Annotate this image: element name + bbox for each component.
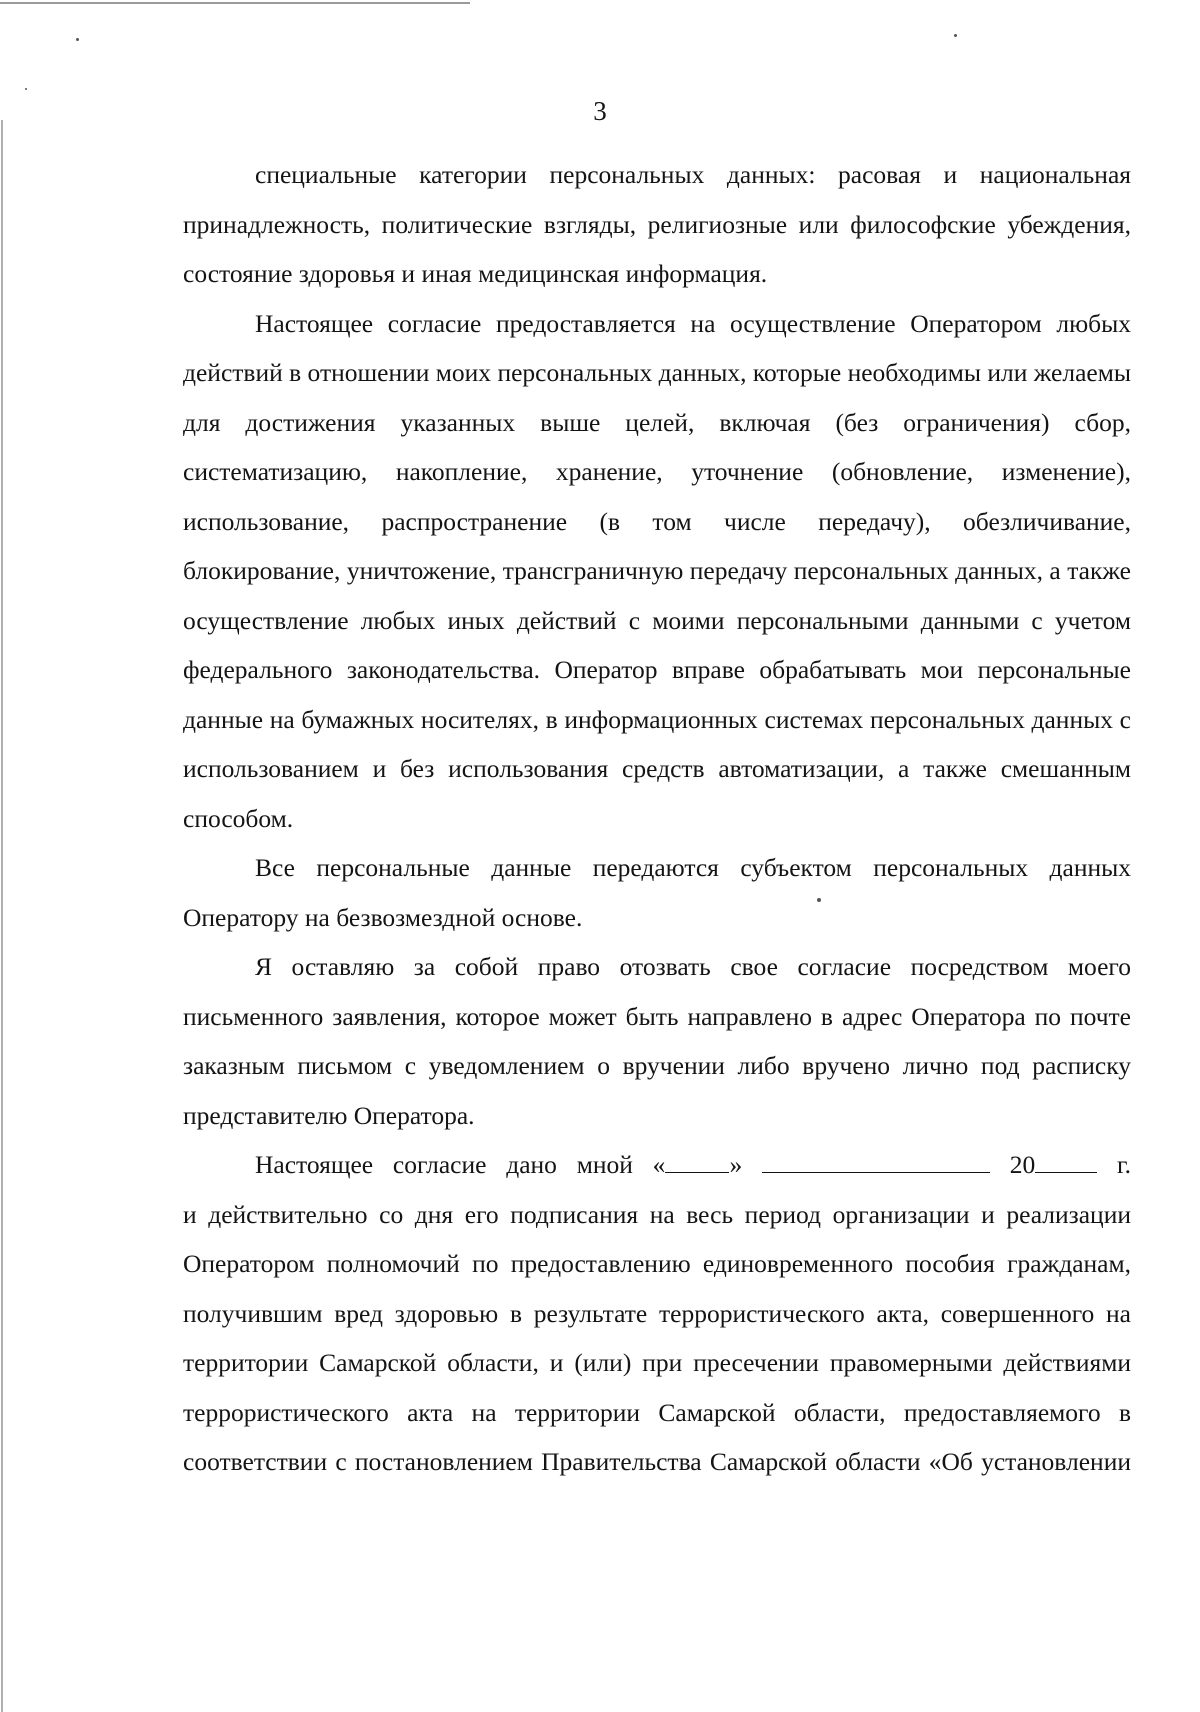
scan-edge-top [0, 2, 470, 4]
consent-date-lead: Настоящее согласие дано мной « [255, 1150, 666, 1179]
consent-date-line [183, 1140, 1131, 1190]
consent-date-year-prefix: 20 [1009, 1150, 1036, 1179]
month-blank-field[interactable] [762, 1148, 990, 1173]
scan-speck [25, 88, 27, 90]
paragraph-free-transfer: Все персональные данные передаются субъектом персональных данных Оператору на безвозмездной основе. [183, 853, 1131, 932]
page-number: 3 [593, 96, 607, 126]
consent-date-year-suffix: г. [1117, 1150, 1131, 1179]
paragraph-validity-period: и действительно со дня его подписания на весь период организации и реализации Оператором полномочий по предоставлению единовременного пособия гражданам, получившим вред здоровью в результате террористического акта, совершенного на территории Самарской области, и (или) при пресечении правомерными действиями террористического акта на территории Самарской области, предоставляемого в соответствии с постановлением Правительства Самарской области «Об установлении [183, 1199, 1131, 1476]
day-blank-field[interactable] [665, 1148, 729, 1173]
document-body [183, 150, 1131, 1487]
scan-edge-left [1, 120, 3, 1712]
paragraph-withdrawal-right: Я оставляю за собой право отозвать свое согласие посредством моего письменного заявления, которое может быть направлено в адрес Оператора по почте заказным письмом с уведомлением о вручении либо вручено лично под расписку представителю Оператора. [183, 952, 1131, 1130]
paragraph-operator-actions: Настоящее согласие предоставляется на осуществление Оператором любых действий в отношении моих персональных данных, которые необходимы или желаемы для достижения указанных выше целей, включая (без ограничения) сбор, систематизацию, накопление, хранение, уточнение (обновление, изменение), использование, распространение (в том числе передачу), обезличивание, блокирование, уничтожение, трансграничную передачу персональных данных, а также осуществление любых иных действий с моими персональными данными с учетом федерального законодательства. Оператор вправе обрабатывать мои персональные данные на бумажных носителях, в информационных системах персональных данных с использованием и без использования средств автоматизации, а также смешанным способом. [183, 308, 1131, 833]
scan-speck [954, 34, 957, 37]
paragraph-special-categories: специальные категории персональных данных: расовая и национальная принадлежность, политические взгляды, религиозные или философские убеждения, состояние здоровья и иная медицинская информация. [183, 160, 1131, 288]
scan-speck [76, 38, 79, 41]
consent-date-quote-close: » [729, 1150, 743, 1179]
year-blank-field[interactable] [1035, 1148, 1097, 1173]
